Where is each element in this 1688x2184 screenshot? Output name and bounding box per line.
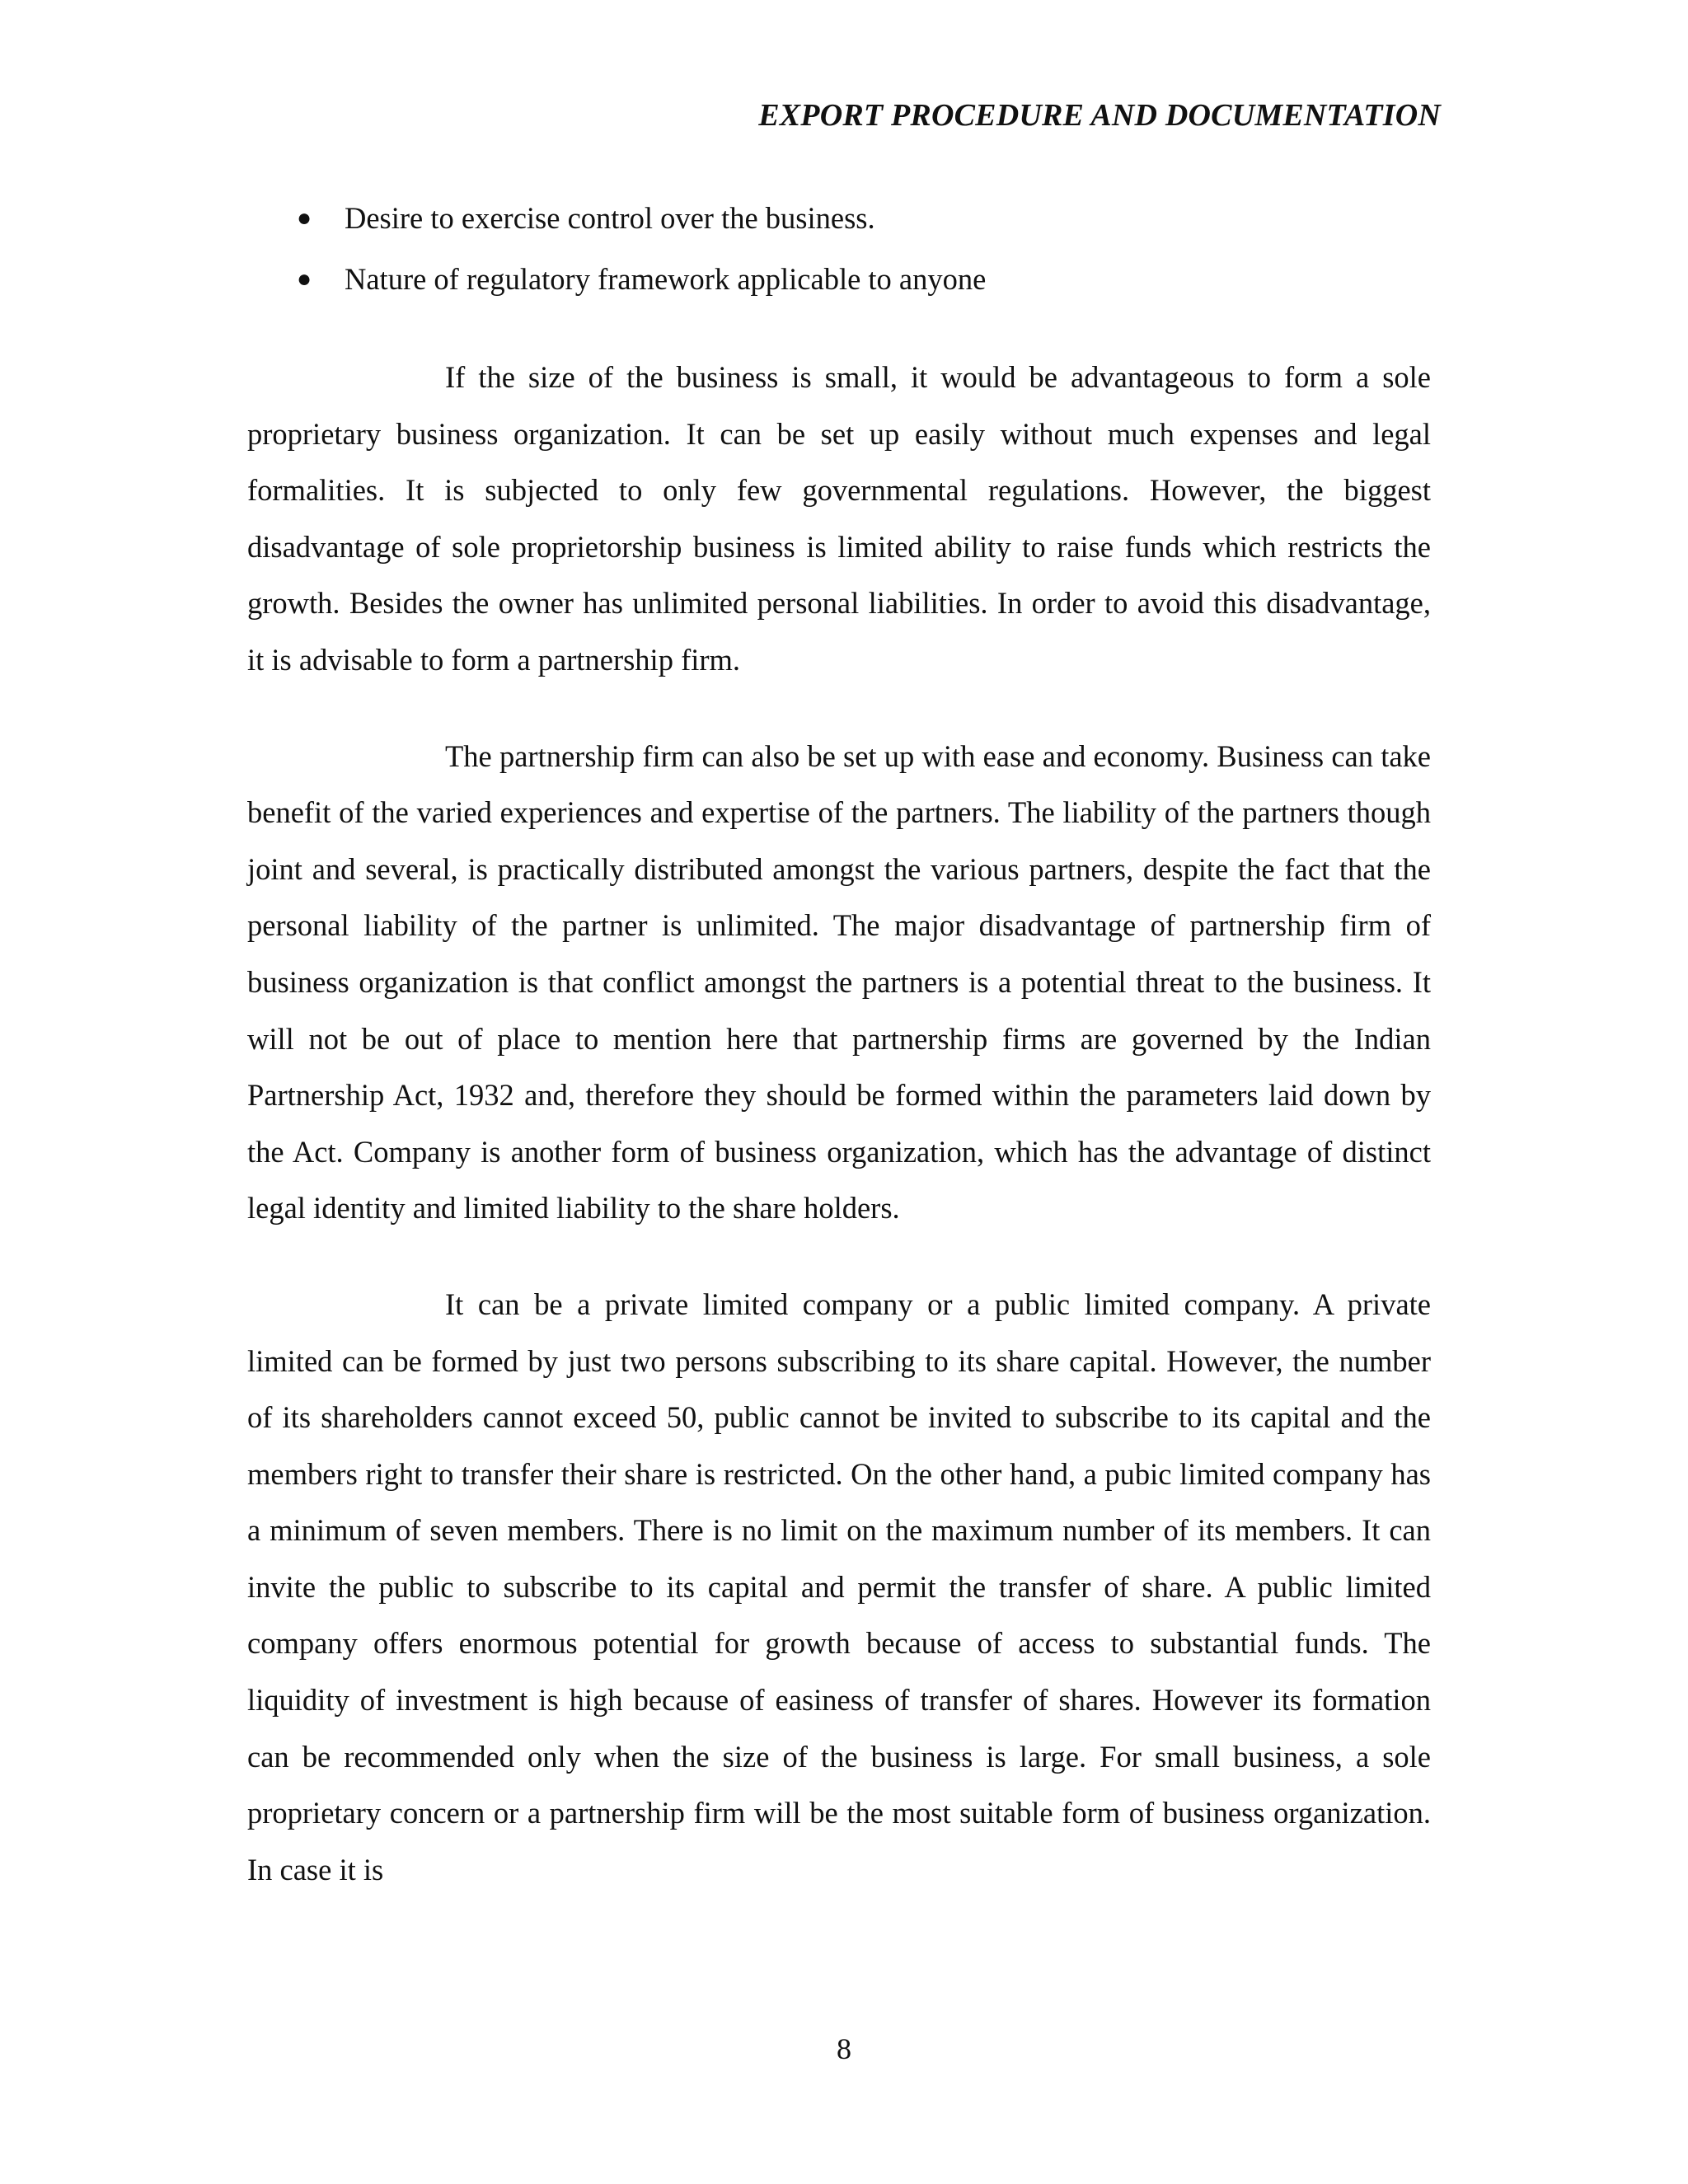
list-item bbox=[247, 194, 1431, 255]
paragraph-partnership: The partnership firm can also be set up with ease and economy. Business can take benefit of the varied experiences and expertise of the partners. The liability of the partners though joint and several, is practically distributed amongst the various partners, despite the fact that the personal liability of the partner is unlimited. The major disadvantage of partnership firm of business organization is that conflict amongst the partners is a potential threat to the business. It will not be out of place to mention here that partnership firms are governed by the Indian Partnership Act, 1932 and, therefore they should be formed within the parameters laid down by the Act. Company is another form of business organization, which has the advantage of distinct legal identity and limited liability to the share holders. bbox=[247, 738, 1431, 1226]
list-item-text: Nature of regulatory framework applicable to anyone bbox=[345, 262, 987, 296]
running-header: EXPORT PROCEDURE AND DOCUMENTATION bbox=[758, 98, 1441, 133]
list-item bbox=[247, 255, 1431, 316]
paragraph-company: It can be a private limited company or a public limited company. A private limited can be formed by just two persons subscribing to its share capital. However, the number of its shareholders cannot exceed 50, public cannot be invited to subscribe to its capital and the members right to transfer their share is restricted. On the other hand, a pubic limited company has a minimum of seven members. There is no limit on the maximum number of its members. It can invite the public to subscribe to its capital and permit the transfer of share. A public limited company offers enormous potential for growth because of access to substantial funds. The liquidity of investment is high because of easiness of transfer of shares. However its formation can be recommended only when the size of the business is large. For small business, a sole proprietary concern or a partnership firm will be the most suitable form of business organization. In case it is bbox=[247, 1286, 1431, 1886]
page-body bbox=[247, 194, 1431, 1938]
bullet-list bbox=[247, 194, 1431, 316]
list-item-text: Desire to exercise control over the business. bbox=[345, 201, 875, 235]
bullet-icon: ● bbox=[297, 204, 312, 232]
paragraph-sole-proprietorship: If the size of the business is small, it would be advantageous to form a sole proprietary business organization. It can be set up easily without much expenses and legal formalities. It is subjected to only few governmental regulations. However, the biggest disadvantage of sole proprietorship business is limited ability to raise funds which restricts the growth. Besides the owner has unlimited personal liabilities. In order to avoid this disadvantage, it is advisable to form a partnership firm. bbox=[247, 360, 1431, 677]
bullet-icon: ● bbox=[297, 265, 312, 293]
page-number: 8 bbox=[837, 2032, 851, 2065]
